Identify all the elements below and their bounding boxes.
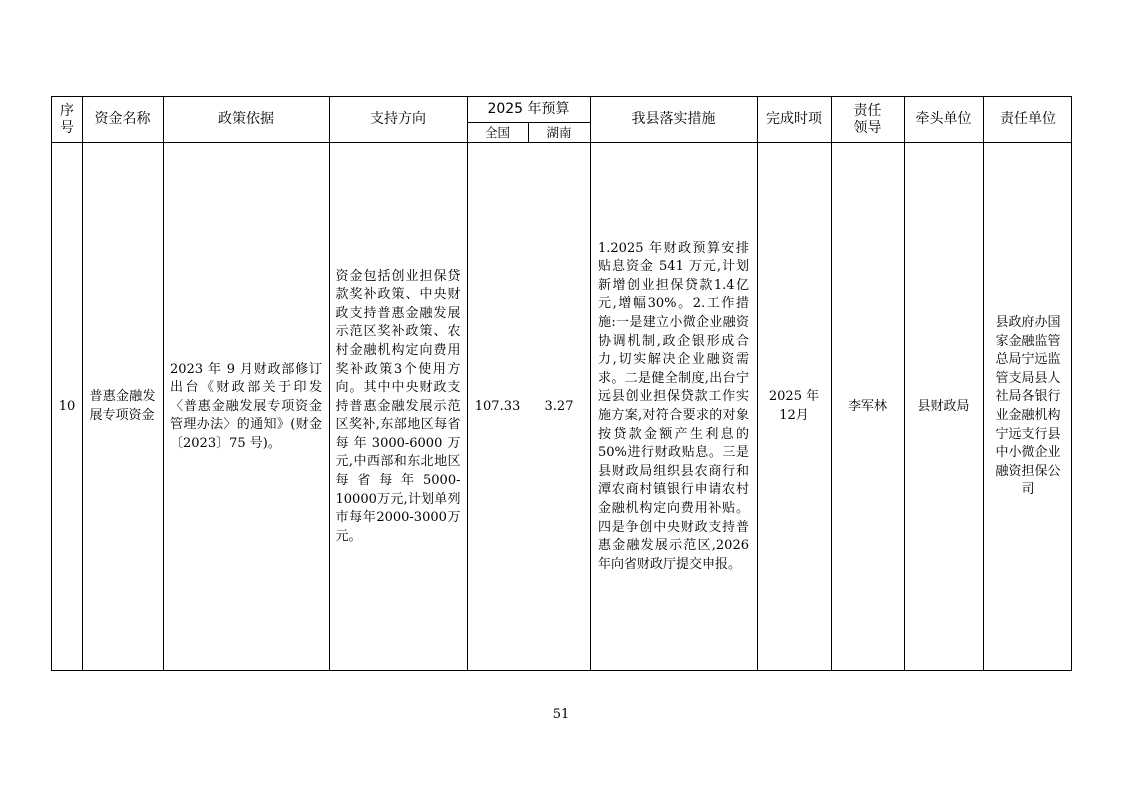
row-support-direction: 资金包括创业担保贷款奖补政策、中央财政支持普惠金融发展示范区奖补政策、农村金融机构定向费用奖补政策3个使用方向。其中中央财政支持普惠金融发展示范区奖补,东部地区每省每年3000-6000万元,中西部和东北地区每省每年5000-10000万元,计划单列市每年2000-3000万元。 <box>335 268 461 544</box>
header-seq: 序号 <box>60 102 74 136</box>
row-seq: 10 <box>58 398 76 414</box>
row-policy-basis: 2023 年 9 月财政部修订出台《财政部关于印发〈普惠金融发展专项资金管理办法〉的通知》(财金〔2023〕75 号)。 <box>170 361 322 451</box>
header-responsible-leader: 责任领导 <box>853 102 882 136</box>
page-number: 51 <box>552 707 570 722</box>
policy-table <box>51 96 1072 671</box>
row-budget-hunan: 3.27 <box>544 398 574 414</box>
header-completion-time: 完成时项 <box>766 111 822 127</box>
row-responsible-leader: 李军林 <box>847 398 887 414</box>
header-budget-2025: 2025 年预算 <box>487 101 570 117</box>
row-budget-national: 107.33 <box>474 398 521 414</box>
header-lead-unit: 牵头单位 <box>915 111 972 127</box>
header-county-measures: 我县落实措施 <box>631 111 716 127</box>
header-budget-hunan: 湖南 <box>546 124 572 140</box>
row-lead-unit: 县财政局 <box>917 398 970 414</box>
header-fund-name: 资金名称 <box>94 111 151 127</box>
row-completion-time: 2025 年12月 <box>768 389 820 423</box>
header-policy-basis: 政策依据 <box>218 111 274 127</box>
header-budget-national: 全国 <box>484 124 510 140</box>
row-fund-name: 普惠金融发展专项资金 <box>89 389 156 423</box>
header-support-direction: 支持方向 <box>370 111 426 127</box>
row-county-measures: 1.2025 年财政预算安排贴息资金 541 万元,计划新增创业担保贷款1.4亿元,增幅30%。2.工作措施:一是建立小微企业融资协调机制,政企银形成合力,切实解决企业融资需求。二是健全制度,出台宁远县创业担保贷款工作实施方案,对符合要求的对象按贷款金额产生利息的 50%进行财政贴息。三是县财政局组织县农商行和潭农商村镇银行申请农村金融机构定向费用补贴。四是争创中央财政支持普惠金融发展示范区,2026 年向省财政厅提交申报。 <box>598 240 749 572</box>
row-responsible-units: 县政府办国家金融监管总局宁远监管支局县人社局各银行业金融机构宁远支行县中小微企业融资担保公司 <box>995 315 1061 498</box>
header-responsible-units: 责任单位 <box>1000 111 1056 127</box>
